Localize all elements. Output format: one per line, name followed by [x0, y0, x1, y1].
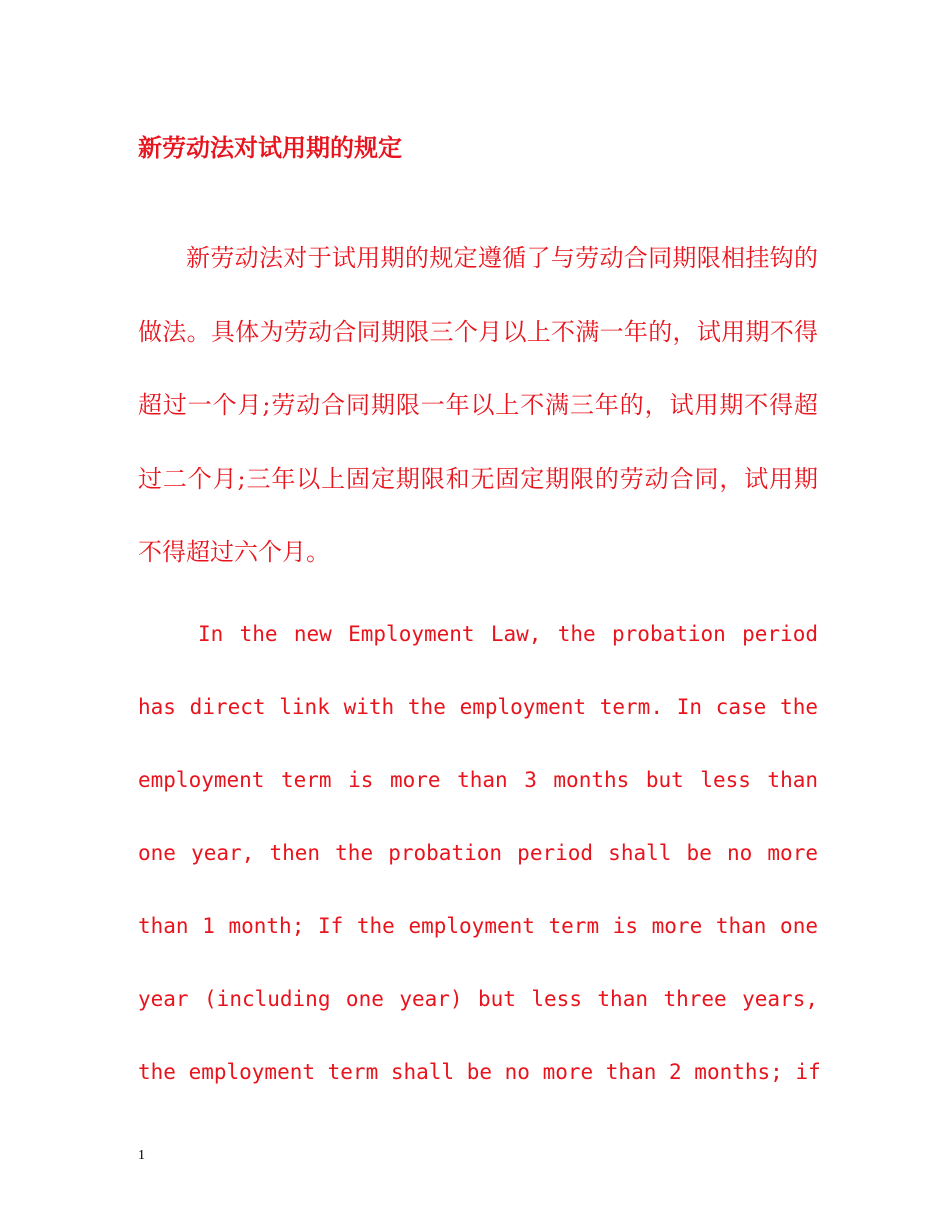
- english-line: one year, then the probation period shall be no more: [138, 841, 818, 865]
- english-line: than 1 month; If the employment term is more than one: [138, 914, 818, 938]
- document-title: 新劳动法对试用期的规定: [138, 133, 402, 162]
- english-line: year (including one year) but less than three years,: [138, 987, 818, 1011]
- english-line: employment term is more than 3 months but less than: [138, 768, 818, 792]
- chinese-paragraph: 新劳动法对于试用期的规定遵循了与劳动合同期限相挂钩的做法。具体为劳动合同期限三个月以上不满一年的，试用期不得超过一个月;劳动合同期限一年以上不满三年的，试用期不得超过二个月;三年以上固定期限和无固定期限的劳动合同，试用期不得超过六个月。: [138, 244, 818, 566]
- english-line: In the new Employment Law, the probation period: [198, 622, 818, 646]
- english-line: has direct link with the employment term. In case the: [138, 695, 818, 719]
- english-paragraph: [138, 614, 821, 1125]
- page-number: 1: [138, 1148, 145, 1163]
- english-line: the employment term shall be no more than 2 months; if: [138, 1060, 821, 1084]
